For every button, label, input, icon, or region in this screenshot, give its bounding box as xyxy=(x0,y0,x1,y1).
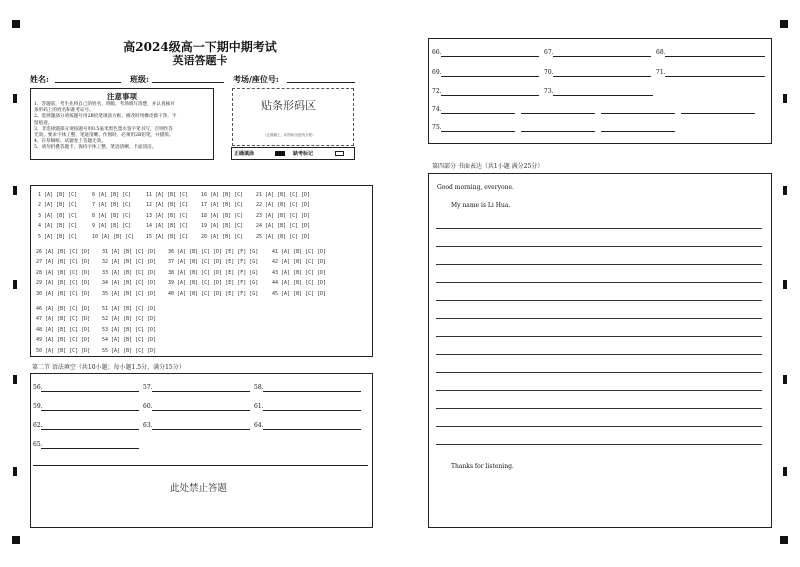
divider-line xyxy=(33,465,368,466)
answer-blank[interactable] xyxy=(441,56,539,57)
blank-number: 62. xyxy=(33,422,43,429)
answer-blank[interactable] xyxy=(41,391,139,392)
registration-mark-top-left xyxy=(12,20,20,28)
mc-column[interactable]: 21 [A] [B] [C] [D] 22 [A] [B] [C] [D] 23 [A] [B] [C] [D] 24 [A] [B] [C] [D] 25 [A] [B] [C] [D] xyxy=(256,192,311,240)
answer-blank[interactable] xyxy=(521,113,595,114)
notice-box xyxy=(30,88,214,160)
answer-blank[interactable] xyxy=(441,76,539,77)
answer-blank[interactable] xyxy=(665,76,765,77)
blank-number: 73. xyxy=(544,88,554,95)
timing-bar xyxy=(783,186,787,195)
timing-bar xyxy=(783,280,787,289)
answer-blank[interactable] xyxy=(681,113,755,114)
blank-number: 58. xyxy=(254,384,264,391)
blank-number: 65. xyxy=(33,441,43,448)
blank-number: 61. xyxy=(254,403,264,410)
notice-item: 5、请勿折叠答题卡，保持字体工整、笔迹清晰、卡面清洁。 xyxy=(34,145,157,151)
answer-blank[interactable] xyxy=(441,113,515,114)
answer-blank[interactable] xyxy=(521,131,595,132)
notice-title: 注意事项 xyxy=(107,92,137,101)
answer-blank[interactable] xyxy=(41,429,139,430)
missing-mark-label: 缺考标记 xyxy=(293,151,314,157)
missing-mark-checkbox[interactable] xyxy=(335,151,344,156)
notice-item: 1、答题前，考生先将自己的姓名、班级、考场填写清楚，并认真核对 xyxy=(34,102,175,107)
blank-number: 59. xyxy=(33,403,43,410)
registration-mark-top-right xyxy=(780,20,788,28)
blank-number: 66. xyxy=(432,49,442,56)
writing-line[interactable] xyxy=(436,282,762,283)
notice-item: 3、非选择题部分请按题号用0.5毫米黑色墨水签字笔书写，否则作答 xyxy=(34,126,173,132)
exam-title: 高2024级高一下期中期考试 xyxy=(123,40,277,54)
blank-number: 72. xyxy=(432,88,442,95)
blank-number: 68. xyxy=(656,49,666,56)
section4-title: 第四部分 书面表达（共1小题 满分25分） xyxy=(432,163,544,170)
blank-number: 70. xyxy=(544,69,554,76)
correct-fill-label: 正确填涂 xyxy=(234,151,255,157)
barcode-area xyxy=(232,88,354,146)
answer-blank[interactable] xyxy=(553,76,651,77)
mc-column[interactable]: 46 [A] [B] [C] [D] 47 [A] [B] [C] [D] 48 [A] [B] [C] [D] 49 [A] [B] [C] [D] 50 [A] [B] [C] [D] xyxy=(36,306,91,354)
timing-bar xyxy=(13,186,17,195)
notice-item: 无效。要求字体工整、笔迹清晰。作图时，必须用2B铅笔，并描浓。 xyxy=(34,133,174,139)
mc-column[interactable]: 1 [A] [B] [C] 2 [A] [B] [C] 3 [A] [B] [C] 4 [A] [B] [C] 5 [A] [B] [C] xyxy=(38,192,78,240)
timing-bar xyxy=(783,94,787,103)
mc-column[interactable]: 41 [A] [B] [C] [D] 42 [A] [B] [C] [D] 43 [A] [B] [C] [D] 44 [A] [B] [C] [D] 45 [A] [B] [C] [D] xyxy=(272,249,327,297)
section2-title: 第二节 语法填空（共10小题；每小题1.5分，满分15分） xyxy=(32,364,185,371)
answer-blank[interactable] xyxy=(41,448,139,449)
no-answer-zone-label: 此处禁止答题 xyxy=(170,483,228,494)
answer-blank[interactable] xyxy=(665,56,765,57)
mc-column[interactable]: 11 [A] [B] [C] 12 [A] [B] [C] 13 [A] [B] [C] 14 [A] [B] [C] 15 [A] [B] [C] xyxy=(146,192,189,240)
answer-blank[interactable] xyxy=(263,429,361,430)
blank-number: 75. xyxy=(432,124,442,131)
barcode-hint: （正面朝上，切勿贴出虚线方框） xyxy=(263,133,316,137)
answer-blank[interactable] xyxy=(601,131,675,132)
blank-number: 71. xyxy=(656,69,666,76)
timing-bar xyxy=(783,375,787,384)
essay-closing: Thanks for listening. xyxy=(451,463,514,470)
section2-box xyxy=(30,373,373,528)
blank-number: 56. xyxy=(33,384,43,391)
writing-line[interactable] xyxy=(436,444,762,445)
writing-line[interactable] xyxy=(436,300,762,301)
writing-line[interactable] xyxy=(436,228,762,229)
blank-number: 64. xyxy=(254,422,264,429)
room-seat-field[interactable] xyxy=(287,82,355,83)
barcode-label: 贴条形码区 xyxy=(261,99,316,112)
answer-blank[interactable] xyxy=(553,56,651,57)
correct-fill-sample xyxy=(275,151,285,156)
room-seat-label: 考场/座位号: xyxy=(233,74,279,84)
mc-column[interactable]: 31 [A] [B] [C] [D] 32 [A] [B] [C] [D] 33 [A] [B] [C] [D] 34 [A] [B] [C] [D] 35 [A] [B] [C] [D] xyxy=(102,249,157,297)
blank-number: 67. xyxy=(544,49,554,56)
answer-blank[interactable] xyxy=(41,410,139,411)
answer-blank[interactable] xyxy=(441,131,515,132)
answer-blank[interactable] xyxy=(263,410,361,411)
timing-bar xyxy=(783,467,787,476)
right-top-answer-box xyxy=(428,38,772,144)
class-label: 班级: xyxy=(130,74,149,84)
timing-bar xyxy=(13,280,17,289)
blank-number: 69. xyxy=(432,69,442,76)
timing-bar xyxy=(13,94,17,103)
notice-item: 条形码上的姓名和准考证号。 xyxy=(34,108,94,114)
timing-bar xyxy=(13,375,17,384)
essay-greeting: Good morning, everyone. xyxy=(437,184,514,191)
writing-line[interactable] xyxy=(436,246,762,247)
mc-column[interactable]: 36 [A] [B] [C] [D] [E] [F] [G] 37 [A] [B] [C] [D] [E] [F] [G] 38 [A] [B] [C] [D] [E] [F] [G] 39 [A] [B] [C] [D] [E] [F] [G] 40 [A] [B] [C] [D] [E] [F] [G] xyxy=(168,249,259,297)
answer-blank[interactable] xyxy=(152,391,250,392)
writing-line[interactable] xyxy=(436,372,762,373)
writing-line[interactable] xyxy=(436,426,762,427)
writing-line[interactable] xyxy=(436,336,762,337)
answer-blank[interactable] xyxy=(152,410,250,411)
notice-item: 4、在草稿纸、试题卷上答题无效。 xyxy=(34,139,106,145)
writing-line[interactable] xyxy=(436,390,762,391)
writing-line[interactable] xyxy=(436,408,762,409)
writing-line[interactable] xyxy=(436,264,762,265)
registration-mark-bottom-right xyxy=(780,536,788,544)
mc-column[interactable]: 6 [A] [B] [C] 7 [A] [B] [C] 8 [A] [B] [C] 9 [A] [B] [C] 10 [A] [B] [C] xyxy=(92,192,135,240)
answer-blank[interactable] xyxy=(441,95,539,96)
blank-number: 60. xyxy=(143,403,153,410)
timing-bar xyxy=(13,467,17,476)
blank-number: 74. xyxy=(432,106,442,113)
mc-column[interactable]: 26 [A] [B] [C] [D] 27 [A] [B] [C] [D] 28 [A] [B] [C] [D] 29 [A] [B] [C] [D] 30 [A] [B] [C] [D] xyxy=(36,249,91,297)
notice-item: 2、选择题部分请按题号用2B铅笔填涂方框，修改时用橡皮擦干净，不 xyxy=(34,114,177,120)
writing-line[interactable] xyxy=(436,318,762,319)
registration-mark-bottom-left xyxy=(12,536,20,544)
answer-blank[interactable] xyxy=(601,113,675,114)
name-field[interactable] xyxy=(55,82,121,83)
notice-item: 留痕迹。 xyxy=(34,120,53,126)
writing-line[interactable] xyxy=(436,354,762,355)
exam-subtitle: 英语答题卡 xyxy=(172,54,228,67)
answer-blank[interactable] xyxy=(553,95,653,96)
essay-intro: My name is Li Hua. xyxy=(451,202,511,209)
mc-column[interactable]: 16 [A] [B] [C] 17 [A] [B] [C] 18 [A] [B] [C] 19 [A] [B] [C] 20 [A] [B] [C] xyxy=(201,192,244,240)
class-field[interactable] xyxy=(152,82,224,83)
name-label: 姓名: xyxy=(30,74,49,84)
answer-blank[interactable] xyxy=(263,391,361,392)
answer-blank[interactable] xyxy=(152,429,250,430)
blank-number: 57. xyxy=(143,384,153,391)
writing-box xyxy=(428,173,772,528)
mc-column[interactable]: 51 [A] [B] [C] [D] 52 [A] [B] [C] [D] 53 [A] [B] [C] [D] 54 [A] [B] [C] [D] 55 [A] [B] [C] [D] xyxy=(102,306,157,354)
blank-number: 63. xyxy=(143,422,153,429)
